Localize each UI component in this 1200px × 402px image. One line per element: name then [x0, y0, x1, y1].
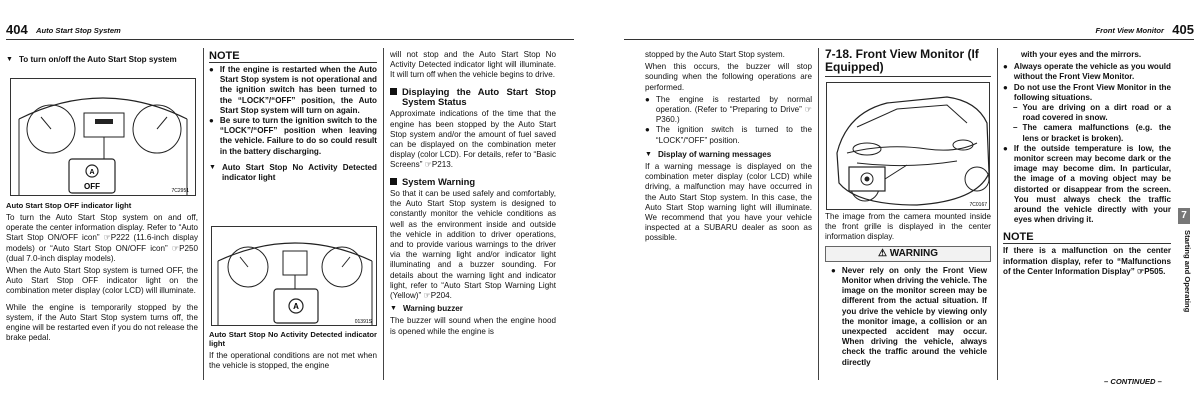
chapter-side-title: Starting and Operating	[1183, 230, 1192, 313]
left-column-3	[390, 50, 556, 339]
right-column-1	[645, 50, 812, 246]
off-label: OFF	[84, 182, 100, 191]
continued-label: – CONTINUED –	[1104, 377, 1162, 386]
right-header	[624, 22, 1194, 40]
sub-heading: ▼ Display of warning messages	[645, 149, 772, 159]
left-column-1	[6, 52, 198, 67]
note-text: If there is a malfunction on the center information display, refer to “Malfunctions of the Center Information Display” ☞P505.	[1003, 246, 1171, 276]
right-column-2-body	[825, 212, 991, 370]
divider	[383, 48, 384, 380]
paragraph: So that it can be used safely and comfortably, the Auto Start Stop system is designed to constantly monitor the vehicle conditions as well as the environment inside and outside the vehicle in addition to driver operations, and to provide various warnings to the driver via the warning light and/or indicator light illuminating and a buzzer sounding. For details about the warning light and indicator light, refer to “Auto Start Stop Warning Light (Yellow)” ☞P204.	[390, 189, 556, 301]
bullet: ● If the outside temperature is low, the monitor screen may become dark or the image may become dim. In particular, the image of a moving object may be distorted or disappear from the screen. You must always check the traffic around the vehicle directly with your eyes when driving it.	[1003, 143, 1171, 225]
right-column-2	[825, 48, 991, 77]
bullet: ● The ignition switch is turned to the “LOCK”/“OFF” position.	[645, 125, 812, 145]
divider	[818, 48, 819, 380]
section-heading: Displaying the Auto Start Stop System Status	[390, 87, 556, 108]
sub-heading: ▼ To turn on/off the Auto Start Stop system	[6, 55, 177, 64]
chapter-tab: 7	[1178, 208, 1190, 224]
paragraph: stopped by the Auto Start Stop system.	[645, 50, 785, 59]
figure-code: 01391S	[354, 319, 372, 325]
warning-triangle-icon: ⚠	[877, 247, 890, 259]
a-label: A	[293, 302, 299, 311]
a-label: A	[89, 169, 95, 176]
section-title: 7-18. Front View Monitor (If Equipped)	[825, 48, 991, 77]
triangle-icon: ▼	[645, 150, 652, 158]
right-header-title: Front View Monitor	[1095, 26, 1164, 35]
sub-heading: ▼ Warning buzzer	[390, 304, 463, 314]
note-title: NOTE	[1003, 231, 1171, 244]
meter-illustration	[212, 227, 377, 326]
no-activity-figure	[211, 226, 377, 326]
warning-banner: ⚠ WARNING	[825, 246, 991, 262]
indicator-off-figure	[10, 78, 196, 196]
triangle-icon: ▼	[209, 163, 216, 171]
figure-caption: Auto Start Stop OFF indicator light	[6, 201, 132, 210]
figure-code: 7C0167	[969, 202, 987, 208]
square-bullet-icon	[390, 88, 397, 95]
paragraph: When the Auto Start Stop system is turned OFF, the Auto Start Stop OFF indicator light on the combination meter display (color LCD) will illuminate.	[6, 266, 198, 296]
paragraph: The buzzer will sound when the engine hood is opened while the engine is	[390, 316, 556, 336]
note-title: NOTE	[209, 50, 377, 63]
paragraph: The image from the camera mounted inside the front grille is displayed in the center information display.	[825, 212, 991, 242]
paragraph: will not stop and the Auto Start Stop No Activity Detected indicator light will illuminate. It will turn off when the vehicle begins to drive.	[390, 50, 556, 80]
paragraph: If a warning message is displayed on the combination meter display (color LCD) while driving, a malfunction may have occurred in the Auto Start Stop system. In this case, the Auto Start Stop warning light will illuminate. We recommend that you have your vehicle inspected at a SUBARU dealer as soon as possible.	[645, 162, 812, 243]
triangle-icon: ▼	[390, 305, 397, 313]
left-page-number: 404	[6, 22, 28, 37]
paragraph: Approximate indications of the time that the engine has been stopped by the Auto Start Stop system and/or the amount of fuel saved can be displayed on the combination meter display (color LCD). For details, refer to “Basic Screens” ☞P213.	[390, 109, 556, 170]
note-bullet: ● Be sure to turn the ignition switch to the “LOCK”/“OFF” position when leaving the vehicle. Failure to do so could result in the battery discharging.	[209, 116, 377, 156]
front-camera-figure	[826, 82, 990, 210]
sub-heading: ▼ Auto Start Stop No Activity Detected indicator light	[209, 162, 377, 183]
car-front-illustration	[827, 83, 990, 210]
left-header	[6, 22, 574, 40]
left-header-title: Auto Start Stop System	[36, 26, 121, 35]
dash-item: – You are driving on a dirt road or a road covered in snow.	[1013, 103, 1171, 123]
figure-caption: Auto Start Stop No Activity Detected indicator light	[209, 330, 377, 348]
paragraph: To turn the Auto Start Stop system on and off, operate the center information display. Refer to “Auto Start Stop ON/OFF icon” ☞P222 (11.6-inch display models) or “Auto Start Stop ON/OFF icon” ☞P250 (dual 7.0-inch display models).	[6, 213, 198, 263]
divider	[203, 48, 204, 380]
square-bullet-icon	[390, 178, 397, 185]
paragraph: If the operational conditions are not met when the vehicle is stopped, the engine	[209, 351, 377, 371]
section-heading: System Warning	[390, 177, 556, 187]
bullet: ● The engine is restarted by normal operation. (Refer to “Preparing to Drive” ☞P360.)	[645, 94, 812, 125]
note-bullet: ● If the engine is restarted when the Auto Start Stop system is not operational and the ignition switch has been turned to the “LOCK”/“OFF” position, the Auto Start Stop system will turn on again.	[209, 65, 377, 115]
paragraph: When this occurs, the buzzer will stop sounding when the following operations are performed.	[645, 62, 812, 92]
right-page-number: 405	[1172, 22, 1194, 37]
paragraph: with your eyes and the mirrors.	[1021, 50, 1142, 59]
paragraph: While the engine is temporarily stopped by the system, if the Auto Start Stop system turns off, the engine will be restarted even if you do not release the brake pedal.	[6, 302, 198, 343]
left-column-1-body	[6, 201, 198, 345]
bullet: ● Always operate the vehicle as you would without the Front View Monitor.	[1003, 62, 1171, 82]
triangle-icon: ▼	[6, 56, 13, 63]
meter-illustration	[11, 79, 196, 196]
left-column-2-body	[209, 330, 377, 373]
divider	[997, 48, 998, 380]
dash-item: – The camera malfunctions (e.g. the lens or bracket is broken).	[1013, 123, 1171, 143]
bullet: ● Do not use the Front View Monitor in the following situations.	[1003, 82, 1171, 102]
warning-bullet: ● Never rely on only the Front View Monitor when driving the vehicle. The image on the monitor screen may be different from the actual situation. If you drive the vehicle by viewing only the monitor image, a collision or an unexpected accident may occur. When driving the vehicle, always check the traffic around the vehicle directly	[831, 265, 987, 367]
figure-code: 7C2951	[171, 188, 189, 194]
left-column-2	[209, 50, 377, 185]
right-column-3	[1003, 50, 1171, 279]
